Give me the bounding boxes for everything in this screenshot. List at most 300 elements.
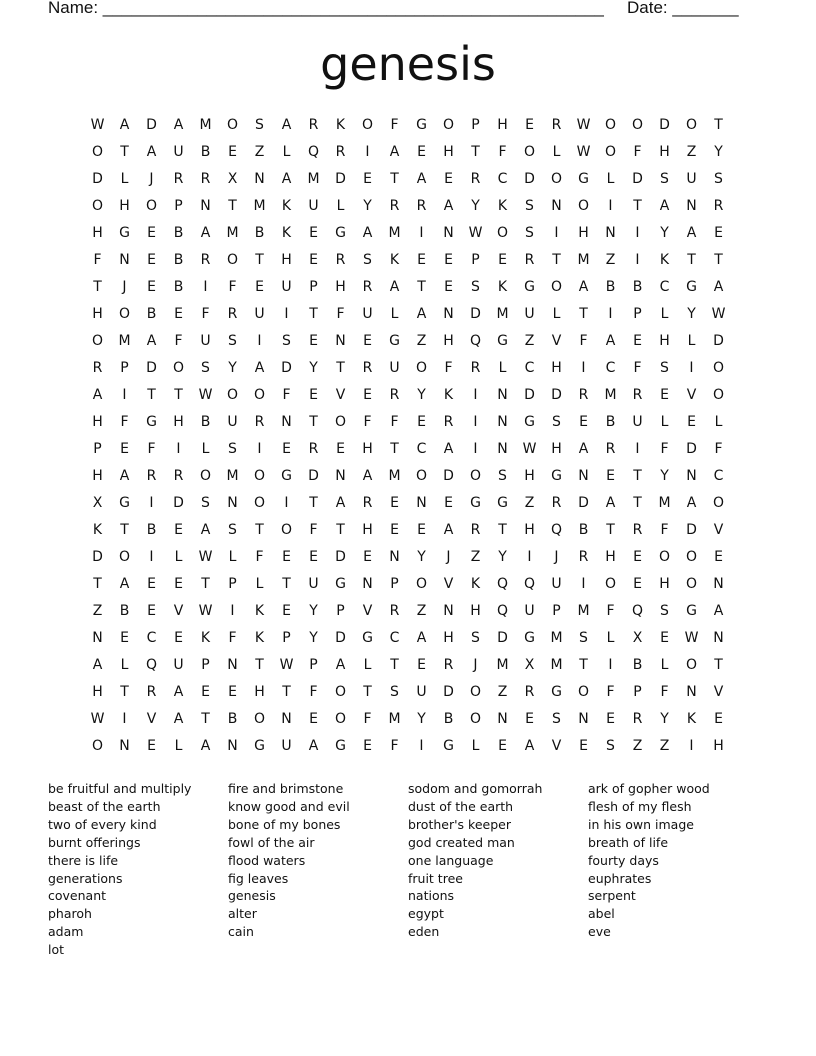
grid-letter: O — [604, 116, 617, 133]
grid-letter: E — [201, 683, 210, 700]
grid-letter: P — [552, 602, 561, 619]
grid-letter: C — [146, 629, 157, 646]
grid-letter: Y — [660, 467, 669, 484]
grid-letter: B — [200, 413, 211, 430]
grid-letter: F — [606, 683, 615, 700]
grid-letter: K — [686, 710, 697, 727]
grid-letter: G — [551, 683, 562, 700]
word-bank-item: be fruitful and multiply — [48, 781, 192, 796]
grid-letter: E — [147, 224, 156, 241]
grid-letter: B — [254, 224, 265, 241]
grid-letter: Y — [498, 548, 507, 565]
grid-letter: W — [279, 656, 294, 673]
grid-letter: I — [365, 143, 370, 160]
grid-letter: R — [254, 413, 265, 430]
grid-letter: F — [282, 386, 291, 403]
grid-letter: O — [199, 467, 212, 484]
grid-letter: V — [362, 602, 373, 619]
grid-letter: F — [174, 332, 183, 349]
grid-letter: O — [550, 278, 563, 295]
grid-letter: N — [443, 602, 454, 619]
grid-letter: N — [686, 683, 697, 700]
grid-letter: P — [93, 440, 102, 457]
grid-letter: T — [633, 197, 642, 214]
grid-letter: M — [496, 656, 509, 673]
grid-letter: I — [473, 413, 478, 430]
grid-letter: E — [147, 251, 156, 268]
grid-letter: G — [254, 737, 265, 754]
grid-letter: Z — [659, 737, 670, 754]
grid-letter: C — [659, 278, 670, 295]
grid-letter: W — [198, 548, 213, 565]
grid-letter: R — [470, 170, 481, 187]
grid-letter: O — [442, 116, 455, 133]
grid-letter: N — [497, 413, 508, 430]
grid-letter: W — [468, 224, 483, 241]
grid-letter: R — [200, 251, 211, 268]
grid-letter: O — [604, 143, 617, 160]
grid-letter: B — [632, 278, 643, 295]
grid-letter: F — [309, 521, 318, 538]
grid-letter: W — [198, 386, 213, 403]
grid-letter: U — [524, 305, 535, 322]
grid-letter: S — [660, 602, 669, 619]
grid-letter: D — [173, 494, 184, 511]
grid-letter: G — [524, 629, 535, 646]
grid-letter: G — [578, 170, 589, 187]
word-bank-item: cain — [228, 924, 254, 940]
word-bank-item: ark of gopher wood — [588, 781, 710, 796]
grid-letter: T — [255, 251, 264, 268]
grid-letter: H — [92, 224, 103, 241]
grid-letter: L — [552, 143, 561, 160]
grid-letter: H — [551, 359, 562, 376]
name-field: Name: _____________________________________________________ — [48, 0, 604, 17]
grid-letter: B — [173, 278, 184, 295]
grid-letter: W — [684, 629, 699, 646]
grid-letter: S — [390, 683, 399, 700]
grid-letter: F — [228, 278, 237, 295]
grid-letter: O — [712, 494, 725, 511]
grid-letter: G — [524, 413, 535, 430]
grid-letter: H — [470, 602, 481, 619]
grid-letter: K — [497, 197, 508, 214]
grid-letter: D — [524, 386, 535, 403]
grid-letter: H — [713, 737, 724, 754]
grid-letter: O — [550, 170, 563, 187]
word-bank-item: adam — [48, 924, 84, 940]
grid-letter: R — [173, 467, 184, 484]
grid-letter: F — [579, 332, 588, 349]
grid-letter: S — [282, 332, 291, 349]
grid-letter: K — [470, 575, 481, 592]
grid-letter: E — [525, 116, 534, 133]
grid-letter: O — [226, 251, 239, 268]
grid-letter: O — [712, 386, 725, 403]
grid-letter: P — [120, 359, 129, 376]
grid-letter: H — [443, 143, 454, 160]
grid-letter: A — [443, 521, 454, 538]
header — [48, 0, 748, 20]
grid-letter: L — [471, 737, 480, 754]
grid-letter: F — [714, 440, 723, 457]
grid-letter: A — [686, 224, 697, 241]
grid-letter: T — [282, 683, 291, 700]
grid-letter: R — [713, 197, 724, 214]
grid-letter: N — [497, 386, 508, 403]
grid-letter: G — [524, 278, 535, 295]
grid-letter: O — [658, 548, 671, 565]
grid-letter: E — [147, 575, 156, 592]
grid-letter: Y — [660, 224, 669, 241]
grid-letter: C — [524, 359, 535, 376]
grid-letter: N — [281, 710, 292, 727]
grid-letter: F — [444, 359, 453, 376]
grid-letter: A — [416, 305, 427, 322]
grid-letter: U — [389, 359, 400, 376]
grid-letter: K — [335, 116, 346, 133]
grid-letter: F — [633, 143, 642, 160]
grid-letter: S — [471, 629, 480, 646]
grid-letter: F — [363, 413, 372, 430]
grid-letter: O — [577, 197, 590, 214]
grid-letter: D — [686, 521, 697, 538]
grid-letter: A — [173, 710, 184, 727]
grid-letter: K — [497, 278, 508, 295]
grid-letter: W — [90, 116, 105, 133]
grid-letter: N — [416, 494, 427, 511]
grid-letter: L — [363, 656, 372, 673]
grid-letter: H — [92, 467, 103, 484]
grid-letter: T — [390, 440, 399, 457]
grid-letter: D — [632, 170, 643, 187]
grid-letter: L — [552, 305, 561, 322]
grid-letter: L — [606, 170, 615, 187]
grid-letter: U — [524, 602, 535, 619]
grid-letter: I — [581, 359, 586, 376]
grid-letter: I — [203, 278, 208, 295]
grid-letter: U — [281, 737, 292, 754]
grid-letter: F — [660, 683, 669, 700]
grid-letter: R — [146, 683, 157, 700]
grid-letter: C — [416, 440, 427, 457]
grid-letter: O — [685, 116, 698, 133]
grid-letter: E — [498, 251, 507, 268]
grid-letter: L — [498, 359, 507, 376]
grid-letter: T — [201, 710, 210, 727]
grid-letter: E — [444, 251, 453, 268]
grid-letter: I — [608, 197, 613, 214]
grid-letter: R — [173, 170, 184, 187]
grid-letter: E — [606, 710, 615, 727]
grid-letter: S — [228, 521, 237, 538]
grid-letter: I — [176, 440, 181, 457]
grid-letter: U — [551, 575, 562, 592]
grid-letter: T — [255, 656, 264, 673]
grid-letter: N — [578, 467, 589, 484]
grid-letter: P — [201, 656, 210, 673]
grid-letter: Y — [417, 710, 426, 727]
word-bank-item: in his own image — [588, 816, 694, 832]
grid-letter: H — [254, 683, 265, 700]
grid-letter: B — [146, 305, 157, 322]
grid-letter: O — [118, 548, 131, 565]
grid-letter: E — [498, 737, 507, 754]
word-bank-column — [48, 780, 228, 959]
grid-letter: O — [253, 386, 266, 403]
grid-letter: A — [713, 602, 724, 619]
grid-letter: T — [255, 521, 264, 538]
grid-letter: P — [309, 278, 318, 295]
grid-letter: E — [282, 548, 291, 565]
grid-letter: P — [471, 116, 480, 133]
grid-letter: Z — [686, 143, 697, 160]
grid-letter: A — [281, 116, 292, 133]
grid-letter: E — [417, 251, 426, 268]
word-bank-item: brother's keeper — [408, 816, 511, 832]
grid-letter: U — [686, 170, 697, 187]
word-bank-item: know good and evil — [228, 798, 350, 814]
grid-letter: M — [658, 494, 671, 511]
grid-letter: T — [606, 521, 615, 538]
grid-letter: O — [577, 683, 590, 700]
grid-letter: O — [469, 467, 482, 484]
grid-letter: S — [579, 629, 588, 646]
grid-letter: Z — [524, 332, 535, 349]
grid-letter: E — [660, 629, 669, 646]
grid-letter: P — [471, 251, 480, 268]
grid-letter: N — [335, 332, 346, 349]
grid-letter: A — [578, 278, 589, 295]
grid-letter: H — [659, 332, 670, 349]
grid-letter: I — [122, 386, 127, 403]
word-bank-item: breath of life — [588, 834, 669, 850]
grid-letter: I — [635, 224, 640, 241]
grid-letter: N — [443, 224, 454, 241]
grid-letter: R — [605, 440, 616, 457]
grid-letter: F — [120, 413, 129, 430]
grid-letter: W — [576, 116, 591, 133]
grid-letter: R — [335, 251, 346, 268]
grid-letter: H — [119, 197, 130, 214]
grid-letter: E — [336, 440, 345, 457]
grid-letter: G — [362, 629, 373, 646]
grid-letter: I — [419, 224, 424, 241]
grid-letter: E — [309, 548, 318, 565]
grid-letter: Z — [524, 494, 535, 511]
grid-letter: A — [686, 494, 697, 511]
word-bank-item: euphrates — [588, 870, 652, 886]
grid-letter: J — [446, 548, 451, 565]
word-bank-item: flood waters — [228, 852, 306, 868]
grid-letter: Y — [363, 197, 372, 214]
grid-letter: O — [91, 332, 104, 349]
grid-letter: S — [201, 494, 210, 511]
grid-letter: O — [334, 710, 347, 727]
grid-letter: T — [633, 494, 642, 511]
grid-letter: M — [577, 251, 590, 268]
grid-letter: H — [497, 116, 508, 133]
grid-letter: U — [173, 656, 184, 673]
grid-letter: Q — [496, 602, 509, 619]
grid-letter: H — [92, 305, 103, 322]
grid-letter: S — [498, 467, 507, 484]
grid-letter: O — [253, 494, 266, 511]
grid-letter: D — [281, 359, 292, 376]
grid-letter: T — [120, 521, 129, 538]
grid-letter: H — [443, 332, 454, 349]
grid-letter: A — [146, 332, 157, 349]
grid-letter: R — [362, 278, 373, 295]
grid-letter: A — [119, 467, 130, 484]
grid-letter: F — [336, 305, 345, 322]
grid-letter: E — [579, 413, 588, 430]
grid-letter: R — [470, 359, 481, 376]
grid-letter: L — [606, 629, 615, 646]
grid-letter: R — [308, 116, 319, 133]
grid-letter: D — [92, 548, 103, 565]
grid-letter: V — [173, 602, 184, 619]
grid-letter: T — [228, 197, 237, 214]
grid-letter: B — [119, 602, 130, 619]
grid-letter: Q — [469, 332, 482, 349]
grid-letter: F — [201, 305, 210, 322]
grid-letter: E — [606, 467, 615, 484]
grid-letter: Q — [145, 656, 158, 673]
grid-letter: A — [173, 116, 184, 133]
grid-letter: Y — [228, 359, 237, 376]
grid-letter: T — [201, 575, 210, 592]
grid-letter: R — [308, 440, 319, 457]
grid-letter: A — [92, 386, 103, 403]
grid-letter: E — [255, 278, 264, 295]
word-bank-column — [408, 780, 588, 959]
grid-letter: L — [282, 143, 291, 160]
grid-letter: G — [497, 494, 508, 511]
grid-letter: T — [174, 386, 183, 403]
grid-letter: I — [284, 494, 289, 511]
grid-letter: E — [363, 332, 372, 349]
grid-letter: S — [525, 224, 534, 241]
grid-letter: O — [361, 116, 374, 133]
grid-letter: R — [470, 521, 481, 538]
grid-letter: T — [552, 251, 561, 268]
grid-letter: O — [415, 359, 428, 376]
grid-letter: I — [284, 305, 289, 322]
grid-letter: A — [200, 521, 211, 538]
grid-letter: D — [578, 494, 589, 511]
grid-letter: Z — [470, 548, 481, 565]
grid-letter: Z — [605, 251, 616, 268]
grid-letter: T — [633, 467, 642, 484]
grid-letter: A — [389, 278, 400, 295]
grid-letter: E — [417, 143, 426, 160]
grid-letter: E — [444, 494, 453, 511]
grid-letter: O — [145, 197, 158, 214]
grid-letter: Y — [471, 197, 480, 214]
grid-letter: C — [713, 467, 724, 484]
grid-letter: E — [174, 305, 183, 322]
grid-letter: O — [226, 116, 239, 133]
grid-letter: G — [281, 467, 292, 484]
grid-letter: Q — [523, 575, 536, 592]
grid-letter: A — [659, 197, 670, 214]
grid-letter: N — [551, 197, 562, 214]
grid-letter: W — [198, 602, 213, 619]
grid-letter: T — [390, 170, 399, 187]
word-bank-item: eden — [408, 924, 440, 940]
grid-letter: E — [390, 521, 399, 538]
grid-letter: B — [632, 656, 643, 673]
grid-letter: K — [659, 251, 670, 268]
grid-letter: I — [149, 548, 154, 565]
grid-letter: H — [362, 521, 373, 538]
grid-letter: F — [660, 440, 669, 457]
grid-letter: O — [118, 305, 131, 322]
word-bank-item: burnt offerings — [48, 834, 141, 850]
grid-letter: Q — [631, 602, 644, 619]
grid-letter: I — [635, 440, 640, 457]
grid-letter: Y — [309, 359, 318, 376]
grid-letter: T — [417, 278, 426, 295]
grid-letter: E — [525, 710, 534, 727]
grid-letter: G — [497, 332, 508, 349]
grid-letter: H — [659, 575, 670, 592]
grid-letter: F — [390, 737, 399, 754]
grid-letter: E — [687, 413, 696, 430]
grid-letter: A — [443, 197, 454, 214]
grid-letter: I — [608, 656, 613, 673]
grid-letter: N — [443, 305, 454, 322]
grid-letter: E — [147, 602, 156, 619]
grid-letter: B — [173, 251, 184, 268]
grid-letter: N — [227, 494, 238, 511]
grid-letter: G — [686, 602, 697, 619]
grid-letter: O — [172, 359, 185, 376]
grid-letter: N — [227, 737, 238, 754]
grid-letter: O — [334, 683, 347, 700]
grid-letter: L — [390, 305, 399, 322]
grid-letter: E — [309, 386, 318, 403]
grid-letter: Q — [496, 575, 509, 592]
grid-letter: U — [200, 332, 211, 349]
word-bank-item: fire and brimstone — [228, 781, 344, 796]
grid-letter: L — [201, 440, 210, 457]
grid-letter: E — [120, 440, 129, 457]
grid-letter: I — [473, 440, 478, 457]
grid-letter: I — [473, 386, 478, 403]
grid-letter: J — [122, 278, 127, 295]
grid-letter: G — [470, 494, 481, 511]
grid-letter: N — [362, 575, 373, 592]
grid-letter: A — [119, 116, 130, 133]
grid-letter: T — [579, 305, 588, 322]
grid-letter: W — [711, 305, 726, 322]
grid-letter: N — [605, 224, 616, 241]
grid-letter: U — [632, 413, 643, 430]
grid-letter: T — [309, 494, 318, 511]
grid-letter: C — [497, 170, 508, 187]
grid-letter: E — [633, 332, 642, 349]
grid-letter: O — [469, 683, 482, 700]
grid-letter: I — [230, 602, 235, 619]
grid-letter: L — [687, 332, 696, 349]
grid-letter: C — [389, 629, 400, 646]
grid-letter: D — [146, 116, 157, 133]
grid-letter: N — [254, 170, 265, 187]
grid-letter: E — [714, 548, 723, 565]
grid-letter: R — [632, 386, 643, 403]
